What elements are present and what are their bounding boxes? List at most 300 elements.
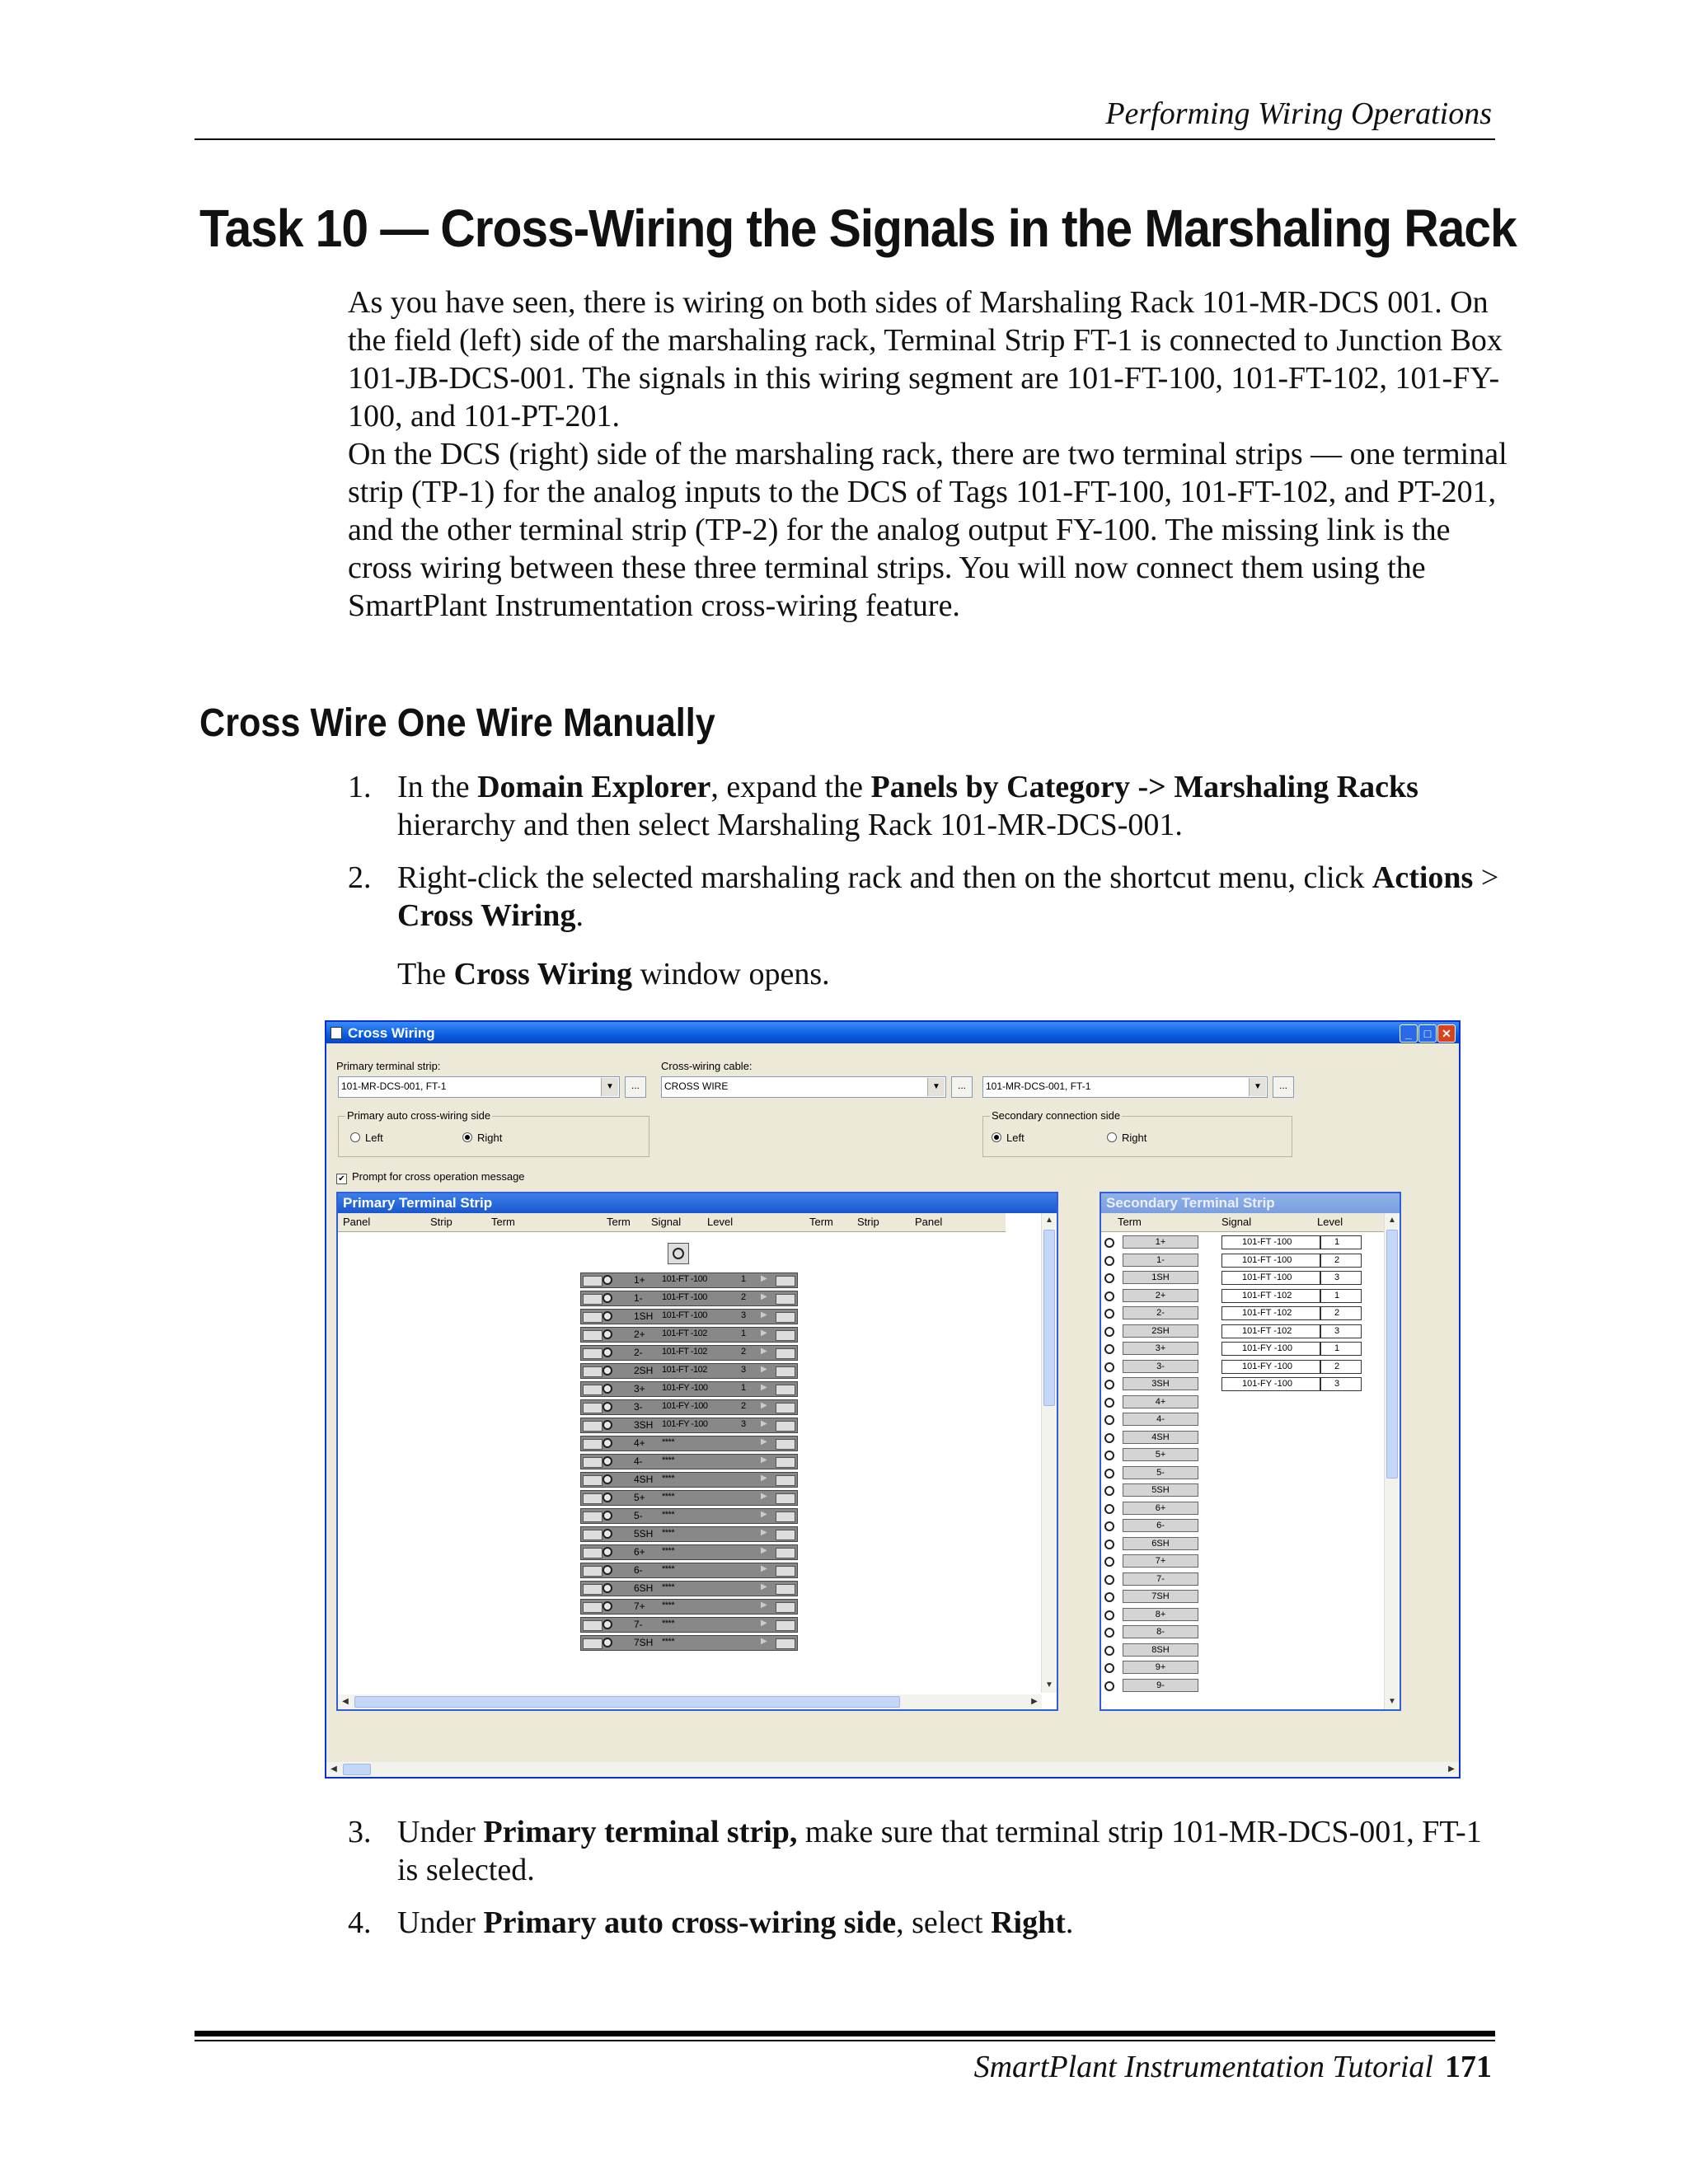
plug-icon xyxy=(583,1548,603,1558)
check-icon: ✔ xyxy=(336,1174,347,1184)
terminal-row[interactable] xyxy=(580,1399,798,1415)
secondary-strip-browse-button[interactable]: ... xyxy=(1273,1076,1294,1098)
signal-name: 101-FT -102 xyxy=(662,1329,707,1338)
terminal-icon xyxy=(603,1619,612,1629)
terminal-row[interactable] xyxy=(580,1490,798,1506)
terminal-name: 1- xyxy=(634,1292,643,1304)
cable-browse-button[interactable]: ... xyxy=(951,1076,973,1098)
radio-label: Left xyxy=(365,1132,383,1144)
secondary-terminal-row[interactable] xyxy=(1101,1359,1200,1375)
plug-icon xyxy=(776,1330,795,1341)
radio-icon xyxy=(1107,1132,1117,1142)
signal-name: 101-FT -102 xyxy=(662,1365,707,1375)
cable-combo[interactable] xyxy=(661,1076,946,1098)
terminal-name: 3+ xyxy=(1123,1342,1198,1355)
terminal-name: 1- xyxy=(1123,1254,1198,1267)
terminal-icon xyxy=(603,1347,612,1357)
secondary-terminal-row[interactable] xyxy=(1101,1235,1200,1250)
terminal-icon xyxy=(1104,1238,1114,1248)
terminal-name: 6SH xyxy=(634,1582,654,1594)
footer-title: SmartPlant Instrumentation Tutorial xyxy=(973,2050,1433,2084)
secondary-terminal-row[interactable] xyxy=(1101,1394,1200,1410)
signal-name: **** xyxy=(662,1474,675,1483)
terminal-name: 9- xyxy=(1123,1679,1198,1692)
terminal-row[interactable] xyxy=(580,1418,798,1433)
step-number: 2. xyxy=(348,860,372,895)
secondary-terminal-row[interactable] xyxy=(1101,1376,1200,1392)
window-title-bar[interactable] xyxy=(326,1022,1459,1043)
secondary-terminal-row[interactable] xyxy=(1101,1678,1200,1694)
terminal-name: 2SH xyxy=(634,1365,654,1376)
plug-icon xyxy=(583,1475,603,1486)
terminal-icon xyxy=(1104,1380,1114,1390)
terminal-name: 7+ xyxy=(1123,1554,1198,1568)
plug-icon xyxy=(776,1276,795,1286)
terminal-icon xyxy=(603,1311,612,1321)
secondary-terminal-row[interactable] xyxy=(1101,1430,1200,1446)
chevron-down-icon[interactable]: ▼ xyxy=(927,1078,945,1096)
terminal-name: 2- xyxy=(634,1347,643,1358)
terminal-icon xyxy=(1104,1610,1114,1620)
signal-name: **** xyxy=(662,1546,675,1556)
signal-name: 101-FT -102 xyxy=(1221,1306,1320,1320)
secondary-side-group xyxy=(982,1109,1292,1157)
plug-icon xyxy=(583,1457,603,1468)
scroll-thumb[interactable] xyxy=(1386,1230,1398,1479)
terminal-name: 7+ xyxy=(634,1601,645,1612)
terminal-row[interactable] xyxy=(580,1563,798,1578)
signal-name: 101-FT -100 xyxy=(1221,1235,1320,1249)
terminal-name: 5+ xyxy=(1123,1448,1198,1461)
arrow-icon: ▶ xyxy=(761,1365,767,1374)
plug-icon xyxy=(776,1421,795,1432)
secondary-left-radio[interactable] xyxy=(992,1132,1025,1144)
secondary-terminal-row[interactable] xyxy=(1101,1288,1200,1304)
terminal-icon xyxy=(603,1420,612,1430)
col-signal: Signal xyxy=(651,1216,682,1228)
secondary-signal-row[interactable] xyxy=(1221,1288,1362,1304)
signal-name: 101-FT -100 xyxy=(662,1274,707,1284)
terminal-icon xyxy=(1104,1433,1114,1443)
terminal-icon xyxy=(1104,1309,1114,1319)
app-icon xyxy=(331,1027,342,1039)
scroll-thumb[interactable] xyxy=(354,1696,900,1708)
terminal-name: 1SH xyxy=(634,1310,654,1322)
bold-term: Primary auto cross-wiring side xyxy=(483,1905,897,1940)
signal-name: 101-FT -100 xyxy=(1221,1271,1320,1285)
secondary-side-group-label: Secondary connection side xyxy=(992,1109,1121,1122)
primary-terminal-strip-panel xyxy=(336,1192,1058,1711)
intro-paragraph-2: On the DCS (right) side of the marshaling rack, there are two terminal strips — one terminal strip (TP-1) for the analog inputs to the DCS of Tags 101-FT-100, 101-FT-102, and PT-201, and the other terminal strip (TP-2) for the analog output FY-100. The missing link is the cross wiring between these three terminal strips. You will now connect them using the SmartPlant Instrumentation cross-wiring feature. xyxy=(348,437,1507,623)
window-horizontal-scrollbar[interactable] xyxy=(326,1762,1459,1777)
terminal-icon xyxy=(603,1511,612,1521)
wire-level: 2 xyxy=(741,1292,747,1302)
bold-term: Cross Wiring xyxy=(397,898,576,933)
signal-name: **** xyxy=(662,1637,675,1647)
col-strip: Strip xyxy=(857,1216,879,1228)
terminal-name: 3SH xyxy=(634,1419,654,1431)
arrow-icon: ▶ xyxy=(761,1601,767,1610)
terminal-icon xyxy=(1104,1256,1114,1266)
col-signal: Signal xyxy=(1221,1216,1252,1228)
plug-icon xyxy=(583,1294,603,1305)
minimize-button[interactable]: _ xyxy=(1400,1024,1418,1043)
scroll-down-icon[interactable]: ▼ xyxy=(1388,1697,1396,1706)
secondary-terminal-row[interactable] xyxy=(1101,1536,1200,1552)
step-number: 4. xyxy=(348,1905,372,1940)
col-term: Term xyxy=(809,1216,833,1228)
secondary-terminal-row[interactable] xyxy=(1101,1341,1200,1357)
terminal-name: 8- xyxy=(1123,1625,1198,1638)
arrow-icon: ▶ xyxy=(761,1329,767,1338)
secondary-terminal-row[interactable] xyxy=(1101,1412,1200,1427)
terminal-icon xyxy=(1104,1273,1114,1283)
step-3 xyxy=(348,1813,1502,1889)
running-header: Performing Wiring Operations xyxy=(1105,96,1492,131)
terminal-name: 7SH xyxy=(634,1637,654,1648)
primary-panel-title: Primary Terminal Strip xyxy=(338,1193,1057,1213)
plug-icon xyxy=(776,1530,795,1540)
secondary-signal-row[interactable] xyxy=(1221,1235,1362,1250)
wire-level: 3 xyxy=(1320,1377,1362,1391)
terminal-name: 1+ xyxy=(1123,1235,1198,1249)
secondary-terminal-row[interactable] xyxy=(1101,1624,1200,1640)
footer xyxy=(974,2049,1492,2085)
terminal-icon xyxy=(1104,1398,1114,1408)
secondary-signal-row[interactable] xyxy=(1221,1253,1362,1268)
secondary-terminal-row[interactable] xyxy=(1101,1660,1200,1675)
terminal-row[interactable] xyxy=(580,1381,798,1397)
wire-level: 1 xyxy=(741,1274,747,1284)
cable-connector-icon[interactable] xyxy=(668,1243,689,1264)
signal-name: **** xyxy=(662,1619,675,1629)
plug-icon xyxy=(776,1439,795,1450)
col-term: Term xyxy=(1118,1216,1142,1228)
col-level: Level xyxy=(707,1216,734,1228)
arrow-icon: ▶ xyxy=(761,1383,767,1392)
secondary-terminal-row[interactable] xyxy=(1101,1518,1200,1534)
terminal-row[interactable] xyxy=(580,1472,798,1488)
prompt-label: Prompt for cross operation message xyxy=(352,1170,525,1183)
radio-label: Left xyxy=(1006,1132,1025,1144)
terminal-icon xyxy=(1104,1592,1114,1602)
terminal-icon xyxy=(603,1456,612,1466)
terminal-icon xyxy=(603,1565,612,1575)
cross-wiring-window xyxy=(325,1020,1461,1779)
terminal-icon xyxy=(1104,1646,1114,1656)
terminal-icon xyxy=(1104,1575,1114,1585)
arrow-icon: ▶ xyxy=(761,1274,767,1283)
arrow-icon: ▶ xyxy=(761,1492,767,1501)
chevron-down-icon[interactable]: ▼ xyxy=(601,1078,618,1096)
terminal-name: 7- xyxy=(1123,1572,1198,1586)
terminal-name: 1SH xyxy=(1123,1271,1198,1284)
scroll-thumb[interactable] xyxy=(343,1764,371,1775)
primary-vertical-scrollbar[interactable] xyxy=(1041,1213,1057,1693)
step-text: Under Primary auto cross-wiring side, select Right. xyxy=(397,1905,1074,1940)
secondary-terminal-row[interactable] xyxy=(1101,1643,1200,1658)
col-panel: Panel xyxy=(343,1216,371,1228)
scroll-down-icon[interactable]: ▼ xyxy=(1045,1680,1053,1690)
terminal-icon xyxy=(1104,1291,1114,1301)
secondary-terminal-row[interactable] xyxy=(1101,1447,1200,1463)
secondary-signal-row[interactable] xyxy=(1221,1376,1362,1392)
secondary-terminal-row[interactable] xyxy=(1101,1305,1200,1321)
bold-term: Domain Explorer xyxy=(477,770,711,804)
secondary-terminal-row[interactable] xyxy=(1101,1270,1200,1286)
signal-name: 101-FY -100 xyxy=(662,1401,708,1411)
signal-name: 101-FT -102 xyxy=(1221,1324,1320,1338)
step-text: In the Domain Explorer, expand the Panels by Category -> Marshaling Racks hierarchy and then select Marshaling Rack 101-MR-DCS-001. xyxy=(397,770,1418,842)
terminal-row[interactable] xyxy=(580,1544,798,1560)
terminal-icon xyxy=(1104,1451,1114,1460)
signal-name: **** xyxy=(662,1510,675,1520)
col-term: Term xyxy=(491,1216,515,1228)
signal-name: **** xyxy=(662,1437,675,1447)
secondary-signal-row[interactable] xyxy=(1221,1341,1362,1357)
terminal-icon xyxy=(603,1438,612,1448)
terminal-row[interactable] xyxy=(580,1363,798,1379)
note-bold: Cross Wiring xyxy=(453,957,633,991)
terminal-name: 3- xyxy=(634,1401,643,1413)
section-title: Cross Wire One Wire Manually xyxy=(199,701,715,745)
scroll-left-icon[interactable]: ◀ xyxy=(342,1697,349,1706)
wire-level: 1 xyxy=(1320,1235,1362,1249)
secondary-terminal-row[interactable] xyxy=(1101,1607,1200,1623)
plug-icon xyxy=(776,1511,795,1522)
wire-level: 2 xyxy=(1320,1360,1362,1374)
terminal-icon xyxy=(603,1366,612,1376)
header-rule xyxy=(195,138,1495,140)
signal-name: 101-FY -100 xyxy=(662,1383,708,1393)
plug-icon xyxy=(583,1602,603,1613)
arrow-icon: ▶ xyxy=(761,1347,767,1356)
arrow-icon: ▶ xyxy=(761,1582,767,1591)
signal-name: **** xyxy=(662,1582,675,1592)
terminal-name: 2- xyxy=(1123,1306,1198,1319)
secondary-strip-value: 101-MR-DCS-001, FT-1 xyxy=(986,1080,1091,1092)
terminal-name: 6SH xyxy=(1123,1537,1198,1550)
scroll-thumb[interactable] xyxy=(1043,1230,1055,1406)
arrow-icon: ▶ xyxy=(761,1528,767,1537)
step-number: 3. xyxy=(348,1815,372,1849)
wire-level: 1 xyxy=(1320,1342,1362,1356)
page-title: Task 10 — Cross-Wiring the Signals in the Marshaling Rack xyxy=(199,199,1517,258)
terminal-icon xyxy=(1104,1504,1114,1514)
primary-strip-label: Primary terminal strip: xyxy=(336,1060,441,1072)
signal-name: **** xyxy=(662,1455,675,1465)
terminal-icon xyxy=(1104,1663,1114,1673)
scroll-left-icon[interactable]: ◀ xyxy=(331,1765,337,1774)
terminal-icon xyxy=(1104,1681,1114,1691)
chevron-down-icon[interactable]: ▼ xyxy=(1249,1078,1266,1096)
footer-rule-thin xyxy=(195,2040,1495,2041)
terminal-name: 5- xyxy=(634,1510,643,1521)
secondary-vertical-scrollbar[interactable] xyxy=(1384,1213,1400,1709)
plug-icon xyxy=(776,1348,795,1359)
secondary-terminal-row[interactable] xyxy=(1101,1324,1200,1339)
scroll-right-icon[interactable]: ▶ xyxy=(1448,1765,1455,1774)
step-text: Right-click the selected marshaling rack and then on the shortcut menu, click Actions > Cross Wiring. xyxy=(397,860,1499,933)
terminal-name: 9+ xyxy=(1123,1661,1198,1674)
terminal-name: 4+ xyxy=(634,1437,645,1449)
terminal-row[interactable] xyxy=(580,1526,798,1542)
plug-icon xyxy=(776,1548,795,1558)
scroll-up-icon[interactable]: ▲ xyxy=(1388,1216,1396,1225)
terminal-row[interactable] xyxy=(580,1454,798,1469)
terminal-row[interactable] xyxy=(580,1291,798,1306)
terminal-row[interactable] xyxy=(580,1309,798,1324)
wire-level: 2 xyxy=(1320,1306,1362,1320)
signal-name: 101-FT -100 xyxy=(1221,1254,1320,1268)
secondary-terminal-row[interactable] xyxy=(1101,1465,1200,1481)
terminal-icon xyxy=(603,1384,612,1394)
maximize-button[interactable]: □ xyxy=(1418,1024,1437,1043)
secondary-terminal-row[interactable] xyxy=(1101,1501,1200,1516)
terminal-name: 3SH xyxy=(1123,1377,1198,1390)
terminal-icon xyxy=(1104,1344,1114,1354)
plug-icon xyxy=(776,1366,795,1377)
secondary-right-radio[interactable] xyxy=(1107,1132,1146,1144)
terminal-row[interactable] xyxy=(580,1599,798,1615)
secondary-terminal-row[interactable] xyxy=(1101,1572,1200,1587)
arrow-icon: ▶ xyxy=(761,1510,767,1519)
terminal-icon xyxy=(1104,1469,1114,1479)
plug-icon xyxy=(583,1366,603,1377)
plug-icon xyxy=(583,1439,603,1450)
primary-strip-combo[interactable] xyxy=(338,1076,620,1098)
primary-side-group xyxy=(338,1109,649,1157)
plug-icon xyxy=(776,1493,795,1504)
terminal-name: 4- xyxy=(1123,1413,1198,1426)
primary-left-radio[interactable] xyxy=(350,1132,383,1144)
signal-name: 101-FY -100 xyxy=(1221,1377,1320,1391)
arrow-icon: ▶ xyxy=(761,1401,767,1410)
intro-paragraph-1: As you have seen, there is wiring on both sides of Marshaling Rack 101-MR-DCS 001. On the field (left) side of the marshaling rack, Terminal Strip FT-1 is connected to Junction Box 101-JB-DCS-001. The signals in this wiring segment are 101-FT-100, 101-FT-102, 101-FY-100, and 101-PT-201. xyxy=(348,285,1503,434)
terminal-row[interactable] xyxy=(580,1508,798,1524)
plug-icon xyxy=(583,1276,603,1286)
plug-icon xyxy=(583,1385,603,1395)
signal-name: 101-FT -100 xyxy=(662,1292,707,1302)
wire-level: 3 xyxy=(741,1419,747,1429)
secondary-signal-row[interactable] xyxy=(1221,1270,1362,1286)
secondary-signal-row[interactable] xyxy=(1221,1305,1362,1321)
signal-name: 101-FY -100 xyxy=(1221,1360,1320,1374)
terminal-row[interactable] xyxy=(580,1272,798,1288)
signal-name: 101-FY -100 xyxy=(1221,1342,1320,1356)
terminal-name: 6- xyxy=(1123,1519,1198,1532)
terminal-icon xyxy=(603,1529,612,1539)
terminal-row[interactable] xyxy=(580,1635,798,1651)
plug-icon xyxy=(583,1530,603,1540)
col-level: Level xyxy=(1317,1216,1343,1228)
cable-value: CROSS WIRE xyxy=(664,1080,729,1092)
arrow-icon: ▶ xyxy=(761,1637,767,1646)
arrow-icon: ▶ xyxy=(761,1455,767,1465)
window-title: Cross Wiring xyxy=(348,1025,435,1041)
primary-column-header xyxy=(338,1213,1006,1232)
note-pre: The xyxy=(397,957,454,991)
terminal-icon xyxy=(1104,1628,1114,1638)
plug-icon xyxy=(776,1457,795,1468)
signal-name: 101-FT -102 xyxy=(1221,1289,1320,1303)
secondary-column-header xyxy=(1101,1213,1386,1232)
secondary-terminal-row[interactable] xyxy=(1101,1483,1200,1498)
plug-icon xyxy=(776,1638,795,1649)
arrow-icon: ▶ xyxy=(761,1546,767,1555)
terminal-icon xyxy=(1104,1415,1114,1425)
window-opens-note xyxy=(397,956,830,992)
secondary-terminal-row[interactable] xyxy=(1101,1554,1200,1569)
primary-right-radio[interactable] xyxy=(462,1132,502,1144)
terminal-row[interactable] xyxy=(580,1617,798,1633)
terminal-row[interactable] xyxy=(580,1327,798,1343)
secondary-signal-row[interactable] xyxy=(1221,1324,1362,1339)
terminal-name: 2+ xyxy=(634,1329,645,1340)
terminal-icon xyxy=(603,1329,612,1339)
signal-name: 101-FT -100 xyxy=(662,1310,707,1320)
terminal-icon xyxy=(603,1293,612,1303)
prompt-checkbox[interactable] xyxy=(336,1170,525,1184)
scroll-up-icon[interactable]: ▲ xyxy=(1045,1216,1053,1225)
terminal-name: 5SH xyxy=(634,1528,654,1540)
step-2 xyxy=(348,859,1502,935)
page-number: 171 xyxy=(1445,2050,1492,2084)
primary-horizontal-scrollbar[interactable] xyxy=(338,1694,1042,1709)
plug-icon xyxy=(583,1348,603,1359)
col-panel: Panel xyxy=(915,1216,943,1228)
secondary-terminal-row[interactable] xyxy=(1101,1589,1200,1605)
plug-icon xyxy=(583,1330,603,1341)
plug-icon xyxy=(776,1294,795,1305)
secondary-signal-row[interactable] xyxy=(1221,1359,1362,1375)
terminal-row[interactable] xyxy=(580,1581,798,1596)
terminal-name: 6+ xyxy=(634,1546,645,1558)
radio-icon xyxy=(350,1132,360,1142)
terminal-icon xyxy=(603,1402,612,1412)
terminal-icon xyxy=(603,1275,612,1285)
terminal-row[interactable] xyxy=(580,1436,798,1451)
primary-side-group-label: Primary auto cross-wiring side xyxy=(347,1109,491,1122)
secondary-strip-combo[interactable] xyxy=(982,1076,1268,1098)
wire-level: 3 xyxy=(741,1310,747,1320)
terminal-icon xyxy=(603,1493,612,1502)
terminal-name: 1+ xyxy=(634,1274,645,1286)
plug-icon xyxy=(583,1511,603,1522)
wire-level: 3 xyxy=(741,1365,747,1375)
secondary-terminal-row[interactable] xyxy=(1101,1253,1200,1268)
terminal-name: 4+ xyxy=(1123,1395,1198,1408)
terminal-name: 6- xyxy=(634,1564,643,1576)
arrow-icon: ▶ xyxy=(761,1419,767,1428)
radio-label: Right xyxy=(477,1132,503,1144)
terminal-icon xyxy=(1104,1327,1114,1337)
intro-text xyxy=(348,284,1518,625)
step-4 xyxy=(348,1904,1502,1942)
close-button[interactable]: ✕ xyxy=(1437,1024,1456,1043)
primary-strip-browse-button[interactable]: ... xyxy=(625,1076,646,1098)
terminal-name: 4- xyxy=(634,1455,643,1467)
terminal-icon xyxy=(1104,1557,1114,1567)
plug-icon xyxy=(583,1421,603,1432)
bold-term: Right xyxy=(991,1905,1066,1940)
terminal-icon xyxy=(603,1547,612,1557)
signal-name: 101-FY -100 xyxy=(662,1419,708,1429)
wire-level: 2 xyxy=(1320,1254,1362,1268)
terminal-row[interactable] xyxy=(580,1345,798,1361)
scroll-right-icon[interactable]: ▶ xyxy=(1031,1697,1038,1706)
terminal-name: 7- xyxy=(634,1619,643,1630)
